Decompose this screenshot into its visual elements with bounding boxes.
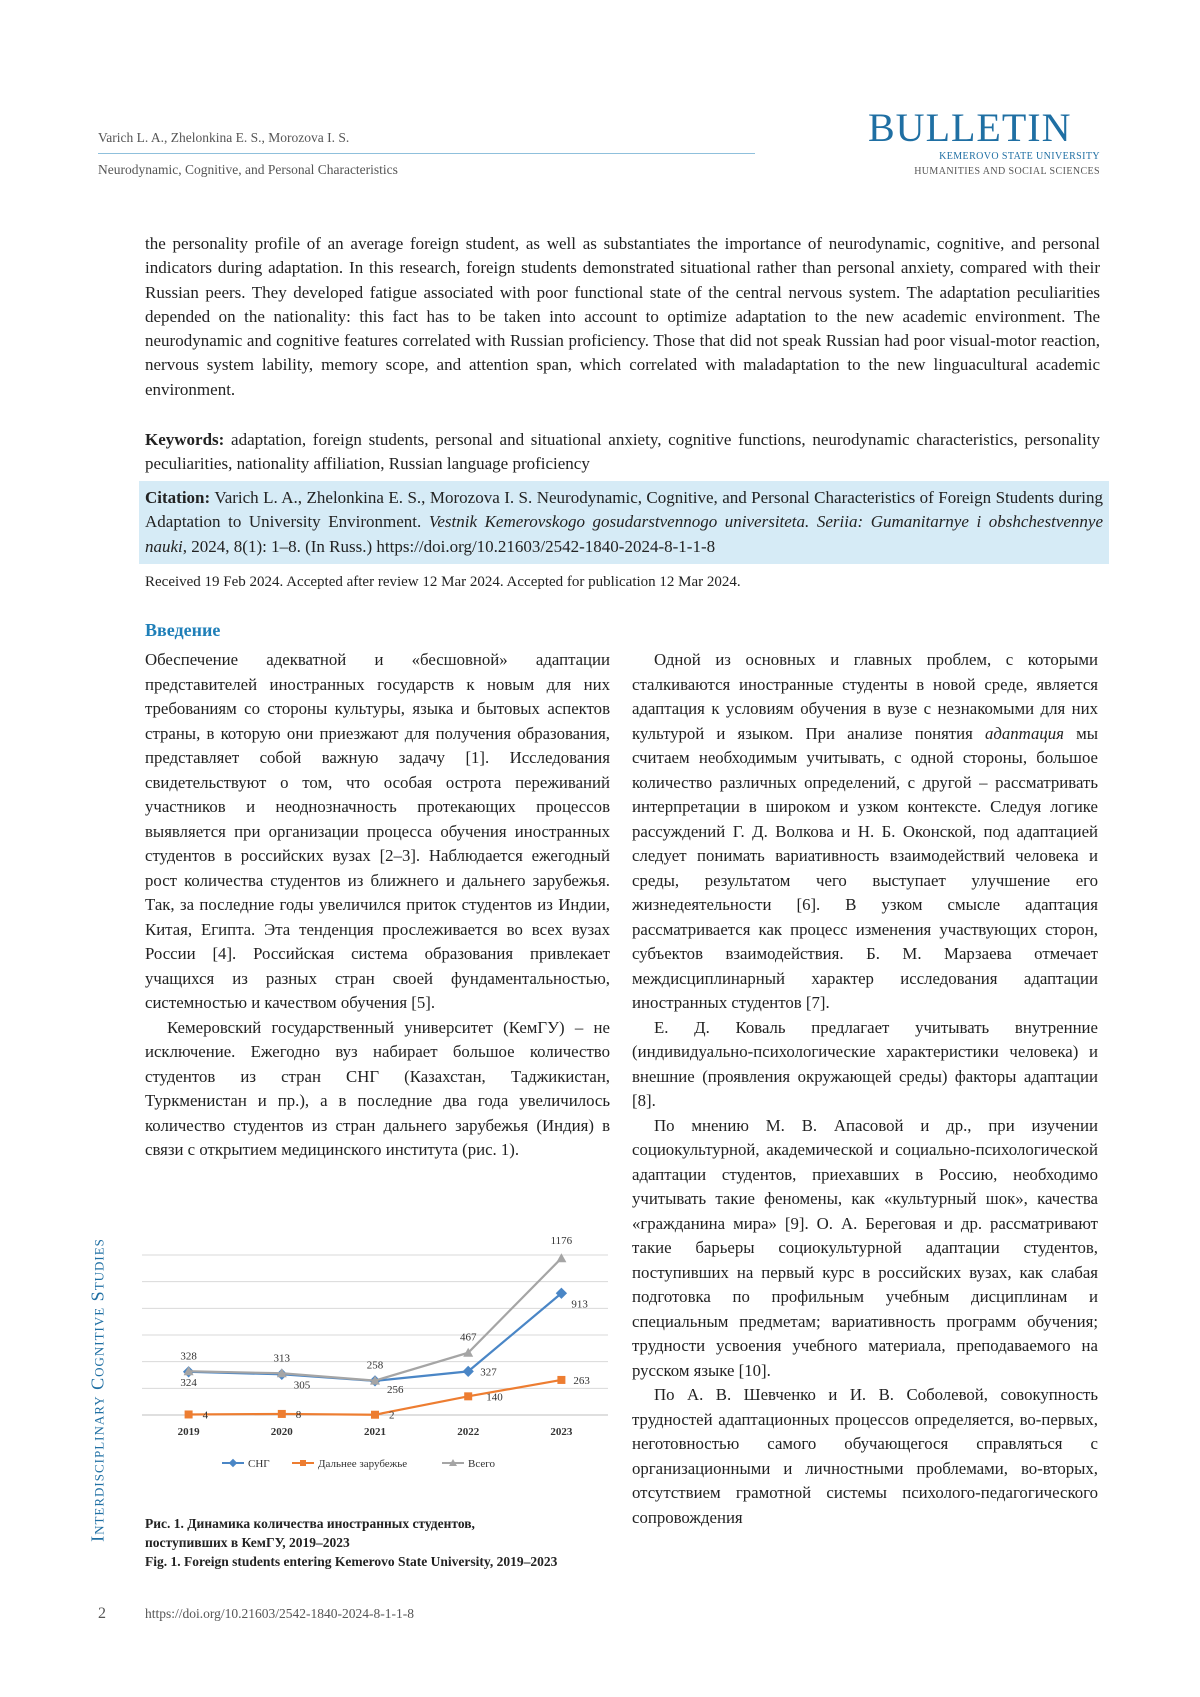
data-label: 1176: [550, 1235, 573, 1248]
data-label: 256: [387, 1383, 404, 1396]
citation-box: [139, 481, 1109, 564]
keywords-text: adaptation, foreign students, personal and situational anxiety, cognitive functions, neurodynamic characteristics, personality peculiarities, nationality affiliation, Russian language proficiency: [145, 430, 1100, 474]
right-paragraph-4: По А. В. Шевченко и И. В. Соболевой, совокупность трудностей адаптационных процессов определяется, во-первых, неготовностью самого обучающегося справляться с организационными и личностными проблемами, во-вторых, отсутствием грамотной системы психолого-педагогического сопровождения: [632, 1385, 1098, 1527]
right-paragraph-3: По мнению М. В. Апасовой и др., при изучении социокультурной, академической и социально-психологической адаптации студентов, приехавших в Россию, необходимо учитывать такие феномены, как «культурный шок», качества «гражданина мира» [9]. О. А. Береговая и др. рассматривают такие барьеры социокультурной адаптации студентов, поступивших на первый курс в российских вузах, как слабая подготовка по профильным учебным дисциплинам и специальным предметам; вариативность программ обучения; трудности усвоения учебного материала, преподаваемого на русском языке [10].: [632, 1115, 1098, 1380]
figure-caption-ru-line2: поступивших в КемГУ, 2019–2023: [145, 1535, 350, 1550]
x-tick-label: 2021: [364, 1426, 386, 1438]
citation-label: Citation:: [145, 488, 211, 507]
citation-journal: Vestnik Kemerovskogo gosudarstvennogo universiteta. Seriia: Gumanitarnye i obshchestvennye nauki: [145, 512, 1103, 556]
data-point: [185, 1410, 193, 1418]
figure-1-chart: [142, 1235, 612, 1505]
figure-caption-en: Fig. 1. Foreign students entering Kemerovo State University, 2019–2023: [145, 1554, 558, 1569]
journal-logo-subtitle: KEMEROVO STATE UNIVERSITY: [939, 151, 1100, 162]
x-tick-label: 2020: [270, 1426, 293, 1438]
legend-label: СНГ: [248, 1458, 270, 1470]
left-paragraph-2: Кемеровский государственный университет (КемГУ) – не исключение. Ежегодно вуз набирает большое количество студентов из стран СНГ (Казахстан, Таджикистан, Туркменистан и пр.), а в последние два года увеличилось количество студентов из стран дальнего зарубежья (Индия) в связи с открытием медицинского института (рис. 1).: [145, 1017, 610, 1159]
keywords-label: Keywords:: [145, 430, 225, 449]
term-adaptation: адаптация: [984, 723, 1064, 743]
keywords: [145, 428, 1100, 477]
x-tick-label: 2022: [457, 1426, 480, 1438]
left-paragraph-1: Обеспечение адекватной и «бесшовной» адаптации представителей иностранных государств к новым для них требованиям со стороны культуры, языка и бытовых аспектов страны, в которую они приезжают для получения образования, представляет собой важную задачу [1]. Исследования свидетельствуют о том, что особая острота переживаний участников и неоднозначность протекающих процессов выявляется при организации процесса обучения иностранных студентов в российских вузах [2–3]. Наблюдается ежегодный рост количества студентов из ближнего и дальнего зарубежья. Так, за последние годы увеличился приток студентов из Индии, Китая, Египта. Эта тенденция прослеживается во всех вузах России [4]. Российская система образования привлекает учащихся из разных стран своей фундаментальностью, системностью и качеством обучения [5].: [145, 650, 610, 1012]
data-point: [557, 1376, 565, 1384]
data-point: [371, 1411, 379, 1419]
right-paragraph-1-a: Одной из основных и главных проблем, с которыми сталкиваются иностранные студенты в новой среде, является адаптация к условиям обучения в вузе с незнакомыми для них культурой и языком. При анализе понятия: [632, 650, 1098, 743]
data-label: 327: [480, 1366, 497, 1379]
data-point: [278, 1410, 286, 1418]
citation-authors-title: Varich L. A., Zhelonkina E. S., Morozova I. S. Neurodynamic, Cognitive, and Personal Characteristics of Foreign Students during Adaptation to University Environment.: [145, 488, 1103, 532]
section-heading: Введение: [145, 620, 221, 640]
data-label: 913: [571, 1298, 588, 1311]
data-label: 313: [273, 1352, 291, 1365]
abstract-text: the personality profile of an average foreign student, as well as substantiates the importance of neurodynamic, cognitive, and personal indicators during adaptation. In this research, foreign students demonstrated situational rather than personal anxiety, compared with their Russian peers. They developed fatigue associated with poor functional state of the central nervous system. The adaptation peculiarities depended on the nationality: this fact has to be taken into account to optimize adaptation to the new academic environment. The neurodynamic and cognitive features correlated with Russian proficiency. Those that did not speak Russian had poor visual-motor reaction, nervous system lability, memory scope, and attention span, which correlated with maladaptation to the new linguacultural academic environment.: [145, 234, 1100, 399]
running-header-title: Neurodynamic, Cognitive, and Personal Characteristics: [98, 162, 398, 177]
journal-logo-series: HUMANITIES AND SOCIAL SCIENCES: [914, 166, 1100, 177]
right-paragraph-2: Е. Д. Коваль предлагает учитывать внутренние (индивидуально-психологические характеристики человека) и внешние (проявления окружающей среды) факторы адаптации [8].: [632, 1017, 1098, 1110]
left-column: [145, 648, 610, 1163]
side-label-text: Interdisciplinary Cognitive Studies: [87, 1238, 108, 1542]
data-label: 263: [573, 1374, 590, 1387]
legend-marker: [300, 1460, 306, 1466]
data-label: 324: [180, 1376, 197, 1389]
journal-logo-title: BULLETIN: [868, 105, 1072, 150]
journal-section-vertical-label: [78, 1205, 118, 1575]
legend-marker: [229, 1459, 237, 1467]
x-tick-label: 2019: [177, 1426, 200, 1438]
footer-doi-link[interactable]: https://doi.org/10.21603/2542-1840-2024-8-1-1-8: [145, 1606, 414, 1621]
right-column: [632, 648, 1098, 1530]
x-tick-label: 2023: [550, 1426, 573, 1438]
figure-caption: [145, 1514, 615, 1571]
data-label: 467: [459, 1331, 477, 1344]
header-divider: [98, 153, 755, 154]
data-point: [464, 1392, 472, 1400]
data-label: 328: [180, 1350, 197, 1363]
data-label: 2: [389, 1409, 395, 1422]
data-label: 305: [293, 1379, 311, 1392]
figure-caption-ru-line1: Рис. 1. Динамика количества иностранных студентов,: [145, 1516, 475, 1531]
line-chart: [142, 1235, 612, 1505]
right-paragraph-1: [632, 648, 1098, 1016]
data-label: 140: [486, 1391, 503, 1404]
received-dates: Received 19 Feb 2024. Accepted after review 12 Mar 2024. Accepted for publication 12 Mar 2024.: [145, 574, 741, 590]
legend-label: Всего: [468, 1458, 495, 1470]
citation-details: , 2024, 8(1): 1–8. (In Russ.) https://doi.org/10.21603/2542-1840-2024-8-1-1-8: [182, 536, 716, 556]
data-label: 4: [202, 1409, 209, 1422]
running-header-authors: Varich L. A., Zhelonkina E. S., Morozova I. S.: [98, 130, 350, 145]
page-number: 2: [98, 1605, 106, 1622]
data-label: 258: [366, 1359, 384, 1372]
legend-label: Дальнее зарубежье: [318, 1458, 408, 1470]
data-label: 8: [295, 1408, 302, 1421]
right-paragraph-1-b: мы считаем необходимым учитывать, с одной стороны, большое количество различных определений, с другой – рассматривать интерпретации в широком и узком контексте. Следуя логике рассуждений Г. Д. Волкова и Н. Б. Оконской, под адаптацией следует понимать вариативность взаимодействий человека и среды, результатом чего выступает улучшение его жизнедеятельности [6]. В узком смысле адаптация рассматривается как процесс изменения участвующих сторон, субъектов взаимодействия. Б. М. Марзаева отмечает междисциплинарный характер исследования адаптации иностранных студентов [7].: [632, 723, 1099, 1012]
